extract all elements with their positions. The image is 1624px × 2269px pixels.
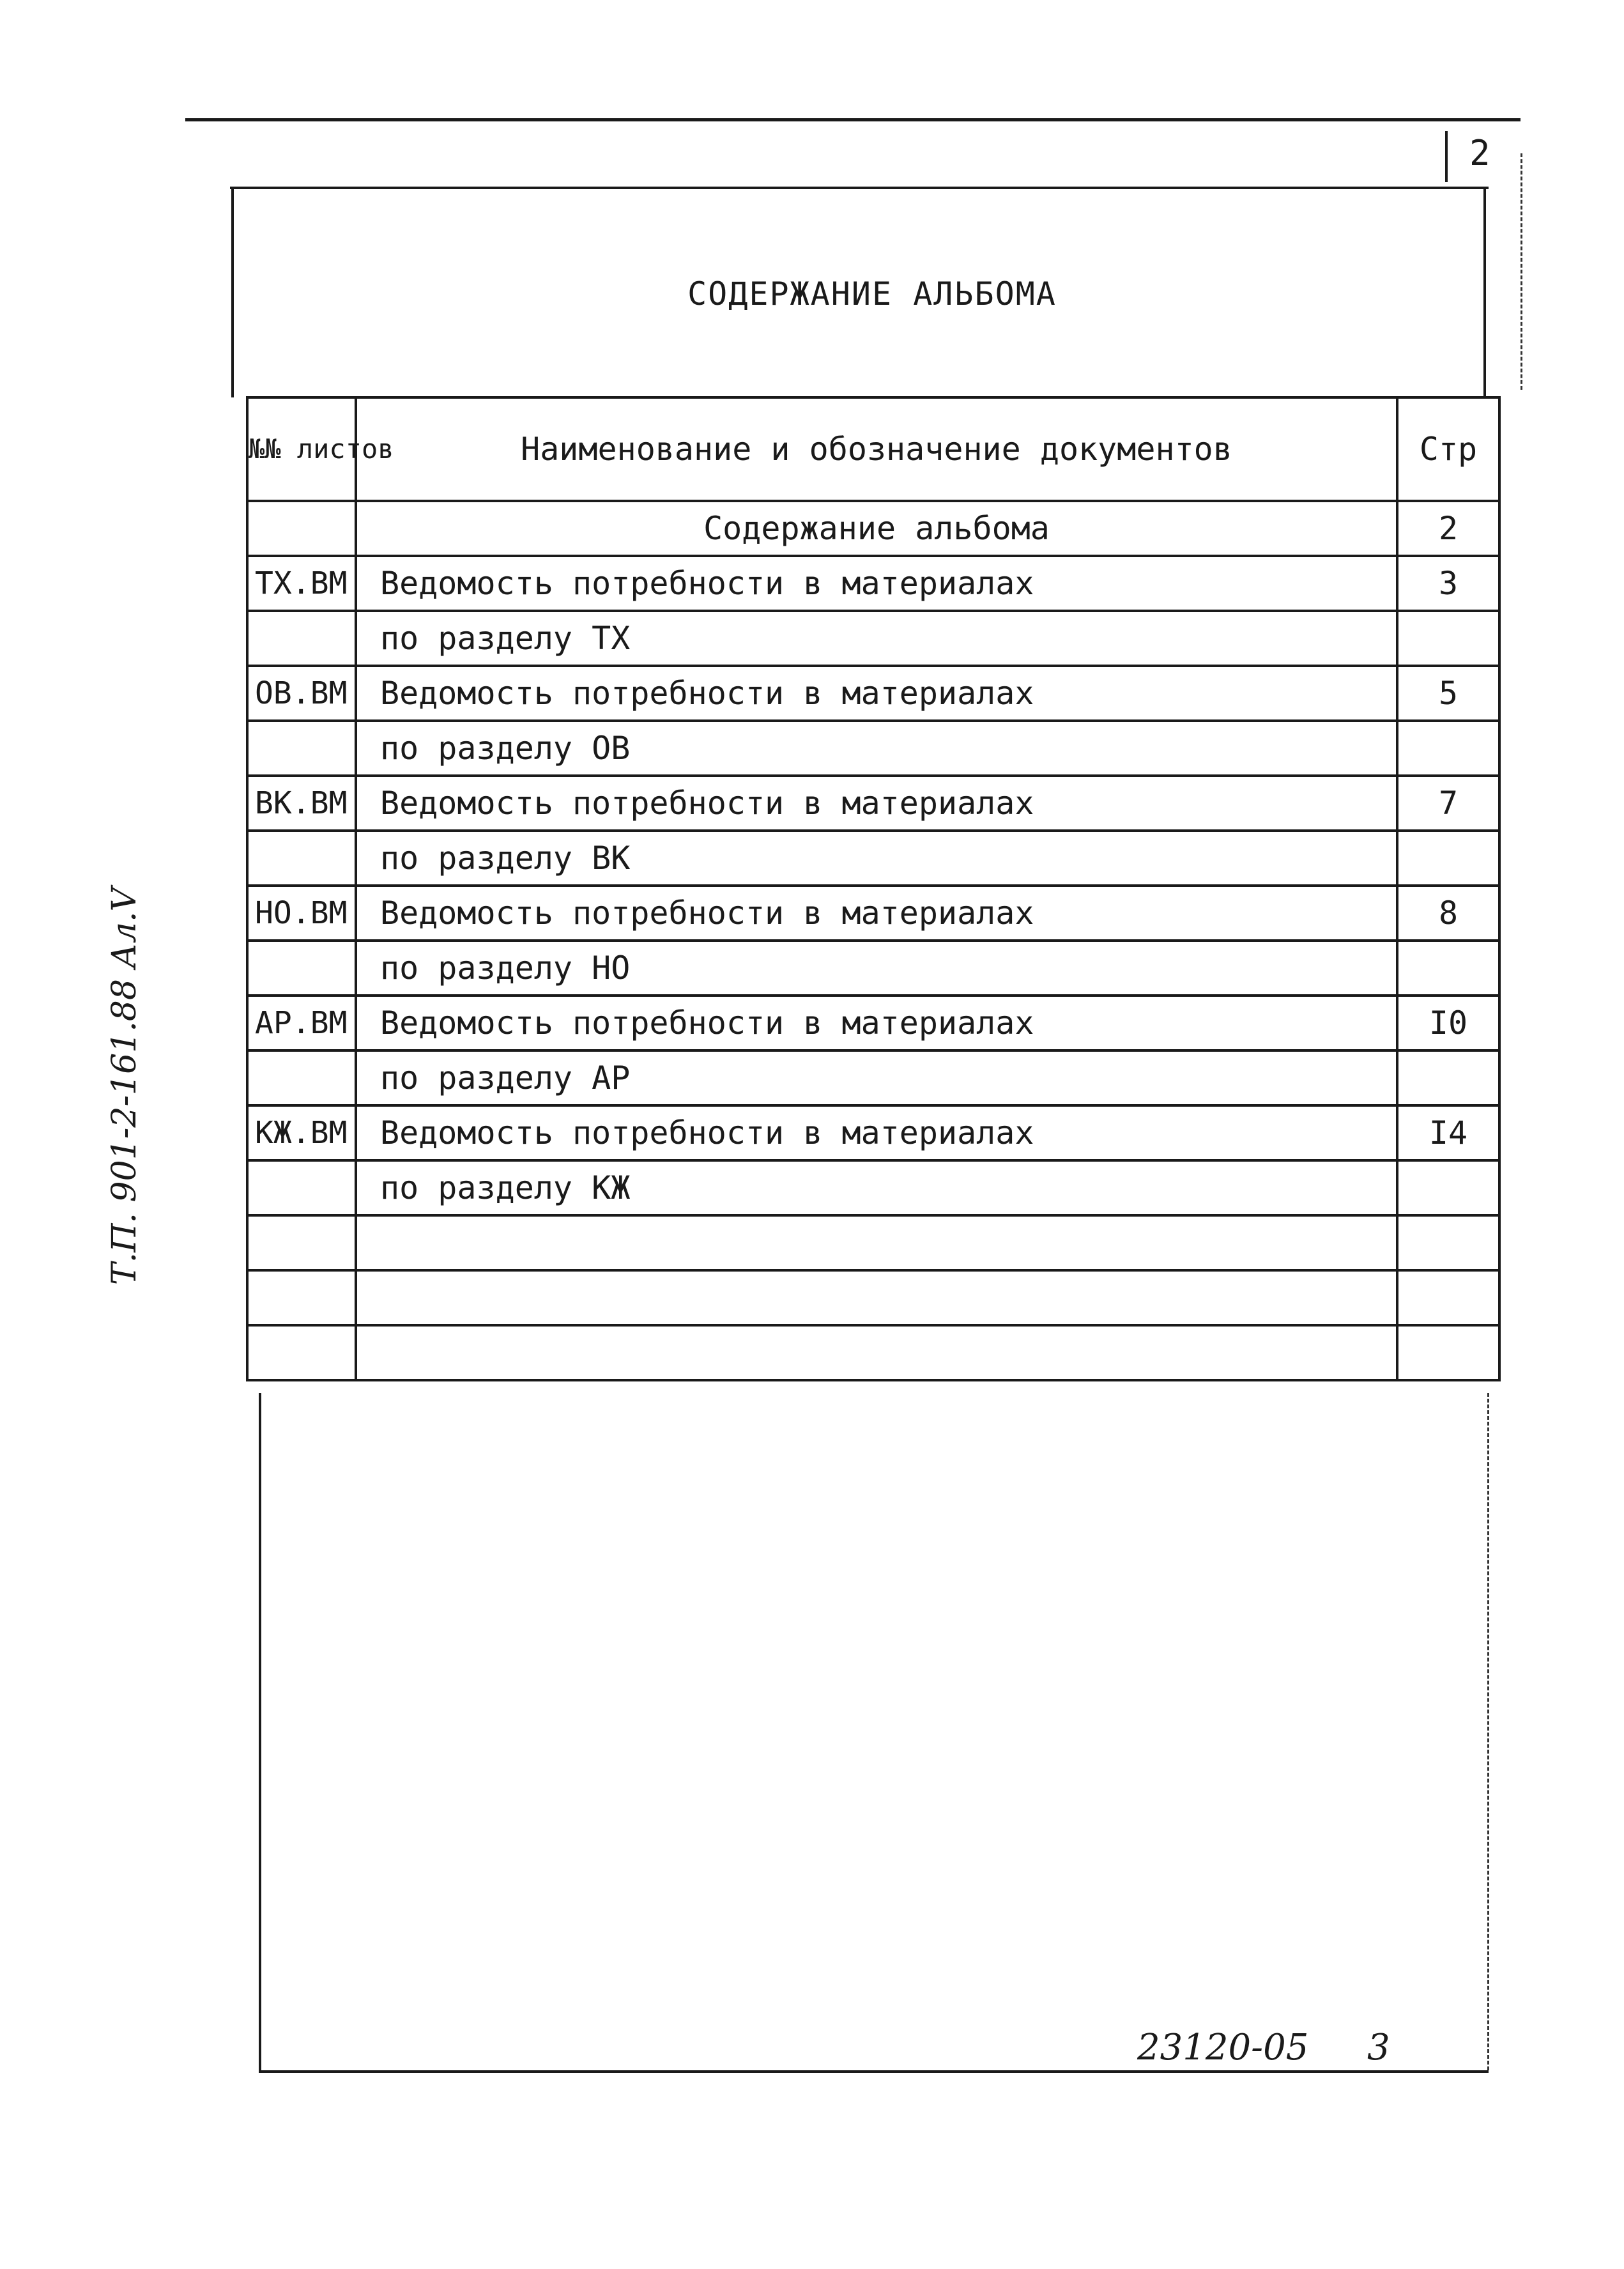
row-name: Содержание альбома xyxy=(356,501,1397,556)
document-number: 23120-05 xyxy=(1137,2027,1309,2068)
row-name: Ведомость потребности в материалах xyxy=(356,1105,1397,1160)
row-page: I4 xyxy=(1397,1105,1499,1160)
row-name: по разделу ВК xyxy=(356,831,1397,886)
frame-bottom xyxy=(259,2070,1489,2073)
row-name: по разделу АР xyxy=(356,1050,1397,1105)
row-code xyxy=(247,1160,356,1215)
table-row xyxy=(247,996,1499,1050)
row-name: по разделу ТХ xyxy=(356,611,1397,666)
row-name: Ведомость потребности в материалах xyxy=(356,886,1397,941)
row-page xyxy=(1397,941,1499,996)
table-row xyxy=(247,1215,1499,1270)
row-name: Ведомость потребности в материалах xyxy=(356,996,1397,1050)
row-page xyxy=(1397,611,1499,666)
table-row xyxy=(247,556,1499,611)
row-code xyxy=(247,941,356,996)
side-stamp-text: Т.П. 901-2-161.88 Ал.V xyxy=(105,887,144,1286)
table-row xyxy=(247,1160,1499,1215)
row-name: по разделу НО xyxy=(356,941,1397,996)
row-code xyxy=(247,611,356,666)
row-code xyxy=(247,831,356,886)
row-page xyxy=(1397,1325,1499,1380)
frame-top xyxy=(230,187,1489,189)
row-code: КЖ.ВМ xyxy=(247,1105,356,1160)
row-code: ОВ.ВМ xyxy=(247,666,356,721)
row-name xyxy=(356,1270,1397,1325)
table-row xyxy=(247,611,1499,666)
row-code xyxy=(247,721,356,776)
row-name: по разделу ОВ xyxy=(356,721,1397,776)
row-code: ВК.ВМ xyxy=(247,776,356,831)
header-name: Наименование и обозначение документов xyxy=(356,397,1397,501)
row-page xyxy=(1397,831,1499,886)
row-page: 8 xyxy=(1397,886,1499,941)
row-page xyxy=(1397,721,1499,776)
page-number-tick xyxy=(1445,131,1448,182)
row-page: 7 xyxy=(1397,776,1499,831)
row-code xyxy=(247,501,356,556)
row-code xyxy=(247,1270,356,1325)
table-header-row xyxy=(247,397,1499,501)
table-row xyxy=(247,1325,1499,1380)
row-page: I0 xyxy=(1397,996,1499,1050)
row-page: 2 xyxy=(1397,501,1499,556)
row-page xyxy=(1397,1160,1499,1215)
table-row xyxy=(247,1105,1499,1160)
frame-left-lower xyxy=(259,1393,261,2070)
table-row xyxy=(247,831,1499,886)
table-row xyxy=(247,721,1499,776)
row-code: ТХ.ВМ xyxy=(247,556,356,611)
row-page xyxy=(1397,1270,1499,1325)
row-name: Ведомость потребности в материалах xyxy=(356,666,1397,721)
row-page: 5 xyxy=(1397,666,1499,721)
row-name: по разделу КЖ xyxy=(356,1160,1397,1215)
table-row xyxy=(247,1270,1499,1325)
row-code xyxy=(247,1050,356,1105)
table-row xyxy=(247,941,1499,996)
header-sheets: №№ листов xyxy=(247,397,356,501)
edge-dashed-line xyxy=(1521,153,1522,390)
row-name: Ведомость потребности в материалах xyxy=(356,776,1397,831)
table-row xyxy=(247,666,1499,721)
page-number: 2 xyxy=(1469,133,1490,173)
table-row xyxy=(247,776,1499,831)
row-page xyxy=(1397,1215,1499,1270)
row-page: 3 xyxy=(1397,556,1499,611)
row-code xyxy=(247,1325,356,1380)
table-row xyxy=(247,886,1499,941)
contents-table xyxy=(246,396,1498,1381)
row-code: НО.ВМ xyxy=(247,886,356,941)
frame-right-lower-dashed xyxy=(1487,1393,1489,2070)
row-code: АР.ВМ xyxy=(247,996,356,1050)
table-row xyxy=(247,1050,1499,1105)
row-name xyxy=(356,1325,1397,1380)
row-page xyxy=(1397,1050,1499,1105)
row-code xyxy=(247,1215,356,1270)
row-name xyxy=(356,1215,1397,1270)
page-title: СОДЕРЖАНИЕ АЛЬБОМА xyxy=(687,275,1057,312)
row-name: Ведомость потребности в материалах xyxy=(356,556,1397,611)
document-sheet-number: 3 xyxy=(1367,2027,1390,2068)
top-rule xyxy=(185,118,1521,121)
header-page: Стр xyxy=(1397,397,1499,501)
table-row xyxy=(247,501,1499,556)
